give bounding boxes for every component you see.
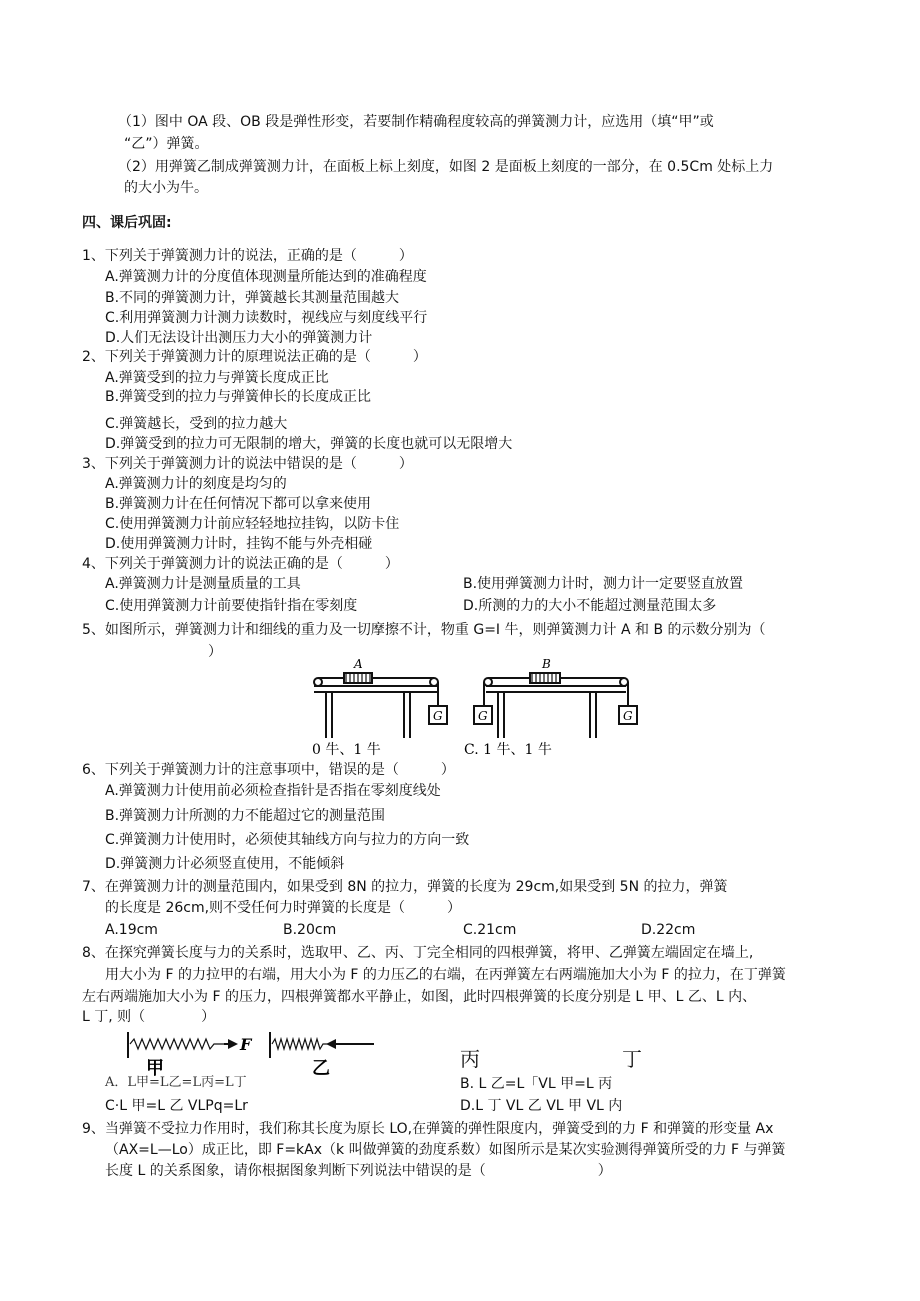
question-3-stem: 3、下列关于弹簧测力计的说法中错误的是（ ）	[82, 456, 413, 472]
question-8-option-d: D.L 丁 VL 乙 VL 甲 VL 内	[460, 1098, 623, 1114]
q2-line2: 的大小为牛。	[124, 180, 208, 196]
spring-jia	[130, 1039, 224, 1049]
figure-a-table	[314, 673, 447, 738]
question-6-option-d: D.弹簧测力计必须竖直使用，不能倾斜	[105, 856, 345, 872]
label-ding: 丁	[622, 1047, 642, 1071]
question-2-option-a: A.弹簧受到的拉力与弹簧长度成正比	[105, 370, 329, 386]
question-6-option-b: B.弹簧测力计所测的力不能超过它的测量范围	[105, 808, 386, 824]
question-3-option-a: A.弹簧测力计的刻度是均匀的	[105, 476, 287, 492]
label-bing: 丙	[460, 1047, 480, 1071]
question-1-option-d: D.人们无法设计出测压力大小的弹簧测力计	[105, 330, 373, 346]
question-1-option-a: A.弹簧测力计的分度值体现测量所能达到的准确程度	[105, 269, 427, 285]
question-2-option-b: B.弹簧受到的拉力与弹簧伸长的长度成正比	[105, 389, 372, 405]
question-8-stem-line1: 8、在探究弹簧长度与力的关系时，选取甲、乙、丙、丁完全相同的四根弹簧，将甲、乙弹簧左端固定在墙上,	[82, 945, 754, 961]
question-9-stem-line2: （AX=L—Lo）成正比，即 F=kAx（k 叫做弹簧的劲度系数）如图所示是某次实验测得弹簧所受的力 F 与弹簧	[105, 1142, 786, 1158]
force-label-jia: F	[240, 1035, 252, 1054]
figure-a-weight-label: G	[433, 709, 443, 723]
question-7-stem-line2: 的长度是 26cm,则不受任何力时弹簧的长度是（ ）	[105, 900, 462, 916]
question-5-figure	[308, 656, 648, 756]
question-2-option-c: C.弹簧越长，受到的拉力越大	[105, 416, 288, 432]
question-4-option-a: A.弹簧测力计是测量质量的工具	[105, 576, 301, 592]
question-4-option-c: C.使用弹簧测力计前要使指针指在零刻度	[105, 598, 358, 614]
figure-b-left-weight-label: G	[478, 709, 488, 723]
question-3-option-b: B.弹簧测力计在任何情况下都可以拿来使用	[105, 496, 372, 512]
figure-a-spring	[346, 674, 370, 682]
figure-caption-right: C. 1 牛、1 牛	[464, 742, 552, 756]
figure-b-spring	[532, 674, 556, 682]
question-7-option-d: D.22cm	[641, 922, 696, 938]
question-8-option-c: C·L 甲=L 乙 VLPq=Lr	[105, 1098, 248, 1114]
question-4-option-b: B.使用弹簧测力计时，测力计一定要竖直放置	[463, 576, 744, 592]
question-9-stem-line1: 9、当弹簧不受拉力作用时，我们称其长度为原长 LO,在弹簧的弹性限度内，弹簧受到的力 F 和弹簧的形变量 Ax	[82, 1121, 774, 1137]
question-8-stem-line4: L 丁, 则（ ）	[82, 1009, 216, 1025]
question-7-option-c: C.21cm	[463, 922, 517, 938]
question-8-figure	[124, 1028, 384, 1078]
question-1-option-c: C.利用弹簧测力计测力读数时，视线应与刻度线平行	[105, 310, 428, 326]
label-jia: 甲	[146, 1058, 164, 1078]
figure-label-b: B	[542, 657, 551, 671]
label-yi: 乙	[312, 1058, 330, 1078]
q1-line2: “乙”）弹簧。	[124, 136, 209, 152]
question-1-stem: 1、下列关于弹簧测力计的说法，正确的是（ ）	[82, 248, 413, 264]
arrow-head-yi	[326, 1039, 336, 1049]
question-8-option-a: A．L甲=L乙=L丙=L丁	[105, 1075, 247, 1090]
figure-b-table	[474, 673, 637, 738]
question-7-stem-line1: 7、在弹簧测力计的测量范围内，如果受到 8N 的拉力，弹簧的长度为 29cm,如果受到 5N 的拉力，弹簧	[82, 879, 728, 895]
q2-line1: （2）用弹簧乙制成弹簧测力计，在面板上标上刻度，如图 2 是面板上刻度的一部分，在 0.5Cm 处标上力	[118, 159, 774, 175]
question-1-option-b: B.不同的弹簧测力计，弹簧越长其测量范围越大	[105, 290, 400, 306]
spring-yi	[272, 1039, 329, 1049]
figure-caption-left: 0 牛、1 牛	[312, 742, 381, 756]
question-5-stem-line2: ）	[208, 644, 222, 660]
question-3-option-c: C.使用弹簧测力计前应轻轻地拉挂钩，以防卡住	[105, 516, 400, 532]
question-3-option-d: D.使用弹簧测力计时，挂钩不能与外壳相碰	[105, 536, 373, 552]
q1-line1: （1）图中 OA 段、OB 段是弹性形变，若要制作精确程度较高的弹簧测力计，应选用（填“甲”或	[118, 114, 714, 130]
question-7-option-b: B.20cm	[283, 922, 337, 938]
question-6-option-c: C.弹簧测力计使用时，必须使其轴线方向与拉力的方向一致	[105, 832, 470, 848]
figure-b-right-weight-label: G	[623, 709, 633, 723]
question-4-stem: 4、下列关于弹簧测力计的说法正确的是（ ）	[82, 556, 399, 572]
figure-label-a: A	[354, 657, 363, 671]
question-5-stem-line1: 5、如图所示，弹簧测力计和细线的重力及一切摩擦不计，物重 G=I 牛，则弹簧测力计 A 和 B 的示数分别为（	[82, 622, 766, 638]
question-8-stem-line2: 用大小为 F 的力拉甲的右端，用大小为 F 的力压乙的右端，在丙弹簧左右两端施加大小为 F 的拉力，在丁弹簧	[105, 967, 786, 983]
arrow-head-jia	[228, 1039, 238, 1049]
question-2-option-d: D.弹簧受到的拉力可无限制的增大，弹簧的长度也就可以无限增大	[105, 436, 513, 452]
question-2-stem: 2、下列关于弹簧测力计的原理说法正确的是（ ）	[82, 349, 427, 365]
question-7-option-a: A.19cm	[105, 922, 158, 938]
question-8-stem-line3: 左右两端施加大小为 F 的压力，四根弹簧都水平静止，如图，此时四根弹簧的长度分别是 L 甲、L 乙、L 内、	[82, 989, 757, 1005]
question-8-option-b: B. L 乙=L「VL 甲=L 丙	[460, 1076, 613, 1092]
question-6-option-a: A.弹簧测力计使用前必须检查指针是否指在零刻度线处	[105, 783, 441, 799]
question-9-stem-line3: 长度 L 的关系图象，请你根据图象判断下列说法中错误的是（ ）	[105, 1163, 612, 1179]
question-4-option-d: D.所测的力的大小不能超过测量范围太多	[463, 598, 717, 614]
question-6-stem: 6、下列关于弹簧测力计的注意事项中，错误的是（ ）	[82, 762, 455, 778]
section-title: 四、课后巩固:	[82, 215, 172, 231]
